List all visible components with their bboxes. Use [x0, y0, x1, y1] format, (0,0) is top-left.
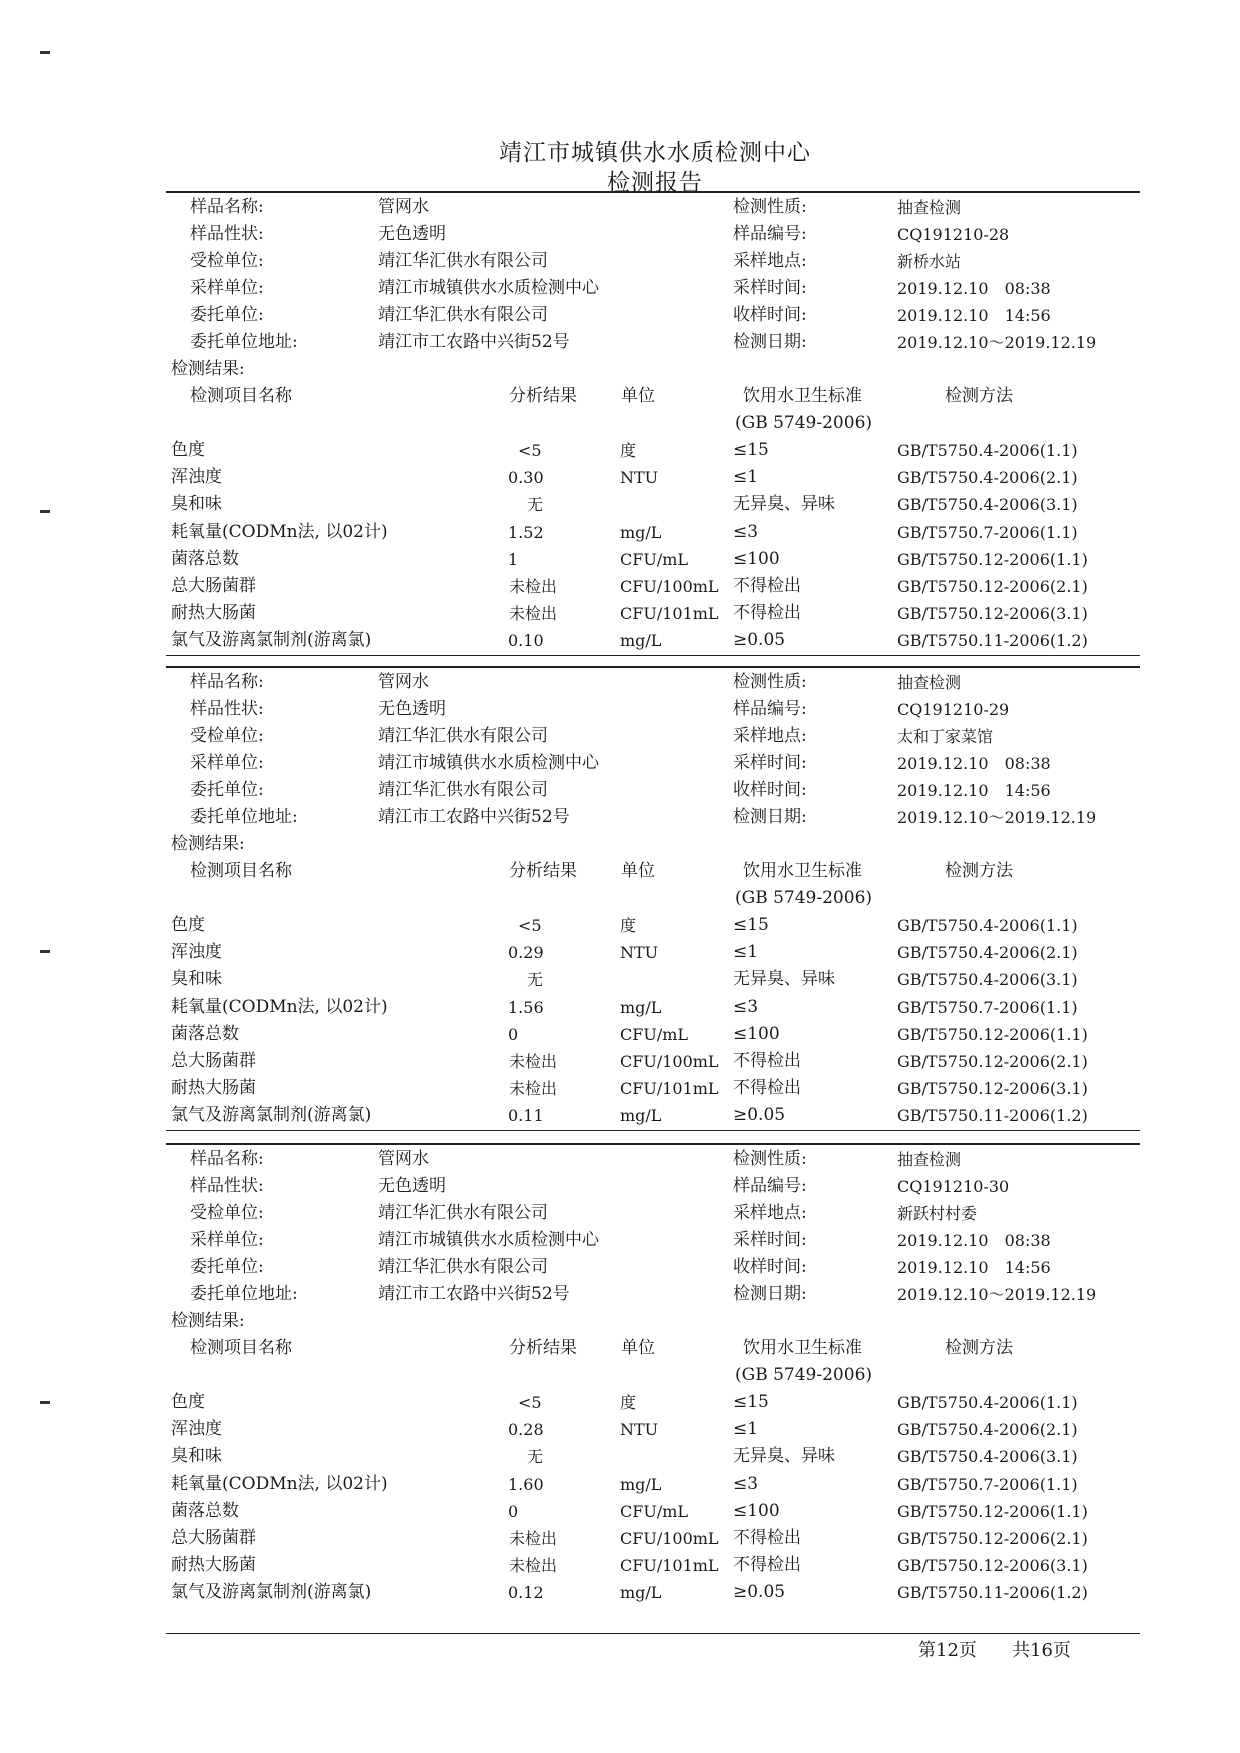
section-top-rule — [166, 191, 1140, 193]
row-unit: CFU/100mL — [620, 1529, 719, 1548]
info-label-inspection-type: 检测性质: — [733, 197, 807, 217]
row-result: <5 — [518, 916, 542, 935]
row-standard: 无异臭、异味 — [733, 1446, 835, 1467]
info-value-sampling-unit: 靖江市城镇供水水质检测中心 — [378, 753, 599, 773]
row-standard: 无异臭、异味 — [733, 969, 835, 990]
row-result: 无 — [527, 1447, 544, 1467]
info-label-sampling-unit: 采样单位: — [190, 1230, 264, 1250]
info-label-sample-state: 样品性状: — [190, 699, 264, 719]
row-method: GB/T5750.11-2006(1.2) — [897, 1583, 1088, 1603]
section-top-rule — [166, 1143, 1140, 1145]
scan-mark — [40, 1401, 50, 1404]
row-unit: mg/L — [620, 997, 662, 1017]
bottom-rule — [166, 1633, 1140, 1634]
row-standard: 不得检出 — [733, 1528, 801, 1548]
row-method: GB/T5750.7-2006(1.1) — [897, 1474, 1078, 1494]
row-method: GB/T5750.4-2006(3.1) — [897, 970, 1078, 990]
row-item: 菌落总数 — [171, 548, 239, 569]
info-value-inspected-unit: 靖江华汇供水有限公司 — [378, 1203, 548, 1223]
row-unit: CFU/100mL — [620, 577, 719, 596]
info-value-receiving-time: 2019.12.10 14:56 — [897, 306, 1051, 325]
row-standard: ≤15 — [733, 1392, 769, 1412]
row-standard: ≤100 — [733, 548, 780, 569]
row-item: 臭和味 — [171, 1446, 222, 1467]
row-item: 总大肠菌群 — [171, 576, 256, 596]
row-method: GB/T5750.11-2006(1.2) — [897, 1106, 1088, 1126]
col-header-method: 检测方法 — [945, 1338, 1013, 1358]
row-method: GB/T5750.12-2006(1.1) — [897, 1501, 1088, 1521]
info-label-test-date: 检测日期: — [733, 332, 807, 352]
info-label-receiving-time: 收样时间: — [733, 780, 807, 800]
info-value-client-unit: 靖江华汇供水有限公司 — [378, 780, 548, 800]
col-header-unit: 单位 — [621, 1338, 655, 1358]
row-unit: CFU/101mL — [620, 604, 719, 624]
row-standard: ≤1 — [733, 1419, 759, 1440]
info-label-client-unit: 委托单位: — [190, 780, 264, 800]
row-unit: NTU — [620, 943, 659, 963]
info-label-sampling-time: 采样时间: — [733, 1230, 807, 1250]
info-value-inspected-unit: 靖江华汇供水有限公司 — [378, 726, 548, 746]
results-heading: 检测结果: — [171, 834, 245, 854]
info-label-test-date: 检测日期: — [733, 1284, 807, 1304]
info-label-sample-no: 样品编号: — [733, 1176, 807, 1196]
row-method: GB/T5750.12-2006(3.1) — [897, 604, 1088, 624]
info-label-inspected-unit: 受检单位: — [190, 251, 264, 271]
row-result: 0 — [508, 1501, 519, 1521]
row-unit: mg/L — [620, 1474, 662, 1494]
row-standard: ≤15 — [733, 915, 769, 935]
info-value-sample-name: 管网水 — [378, 197, 429, 217]
row-method: GB/T5750.12-2006(3.1) — [897, 1556, 1088, 1576]
info-label-sample-name: 样品名称: — [190, 197, 264, 217]
info-value-sample-no: CQ191210-29 — [897, 700, 1010, 719]
info-label-inspection-type: 检测性质: — [733, 672, 807, 692]
row-result: <5 — [518, 1393, 542, 1412]
footer-page: 第12页 — [918, 1640, 977, 1661]
info-label-inspected-unit: 受检单位: — [190, 1203, 264, 1223]
col-header-standard-code: (GB 5749-2006) — [735, 1365, 873, 1385]
info-label-inspected-unit: 受检单位: — [190, 726, 264, 746]
row-result: 无 — [527, 970, 544, 990]
row-result: 未检出 — [509, 604, 558, 624]
report-title-org: 靖江市城镇供水水质检测中心 — [499, 140, 811, 166]
info-label-client-address: 委托单位地址: — [190, 807, 298, 827]
row-item: 菌落总数 — [171, 1023, 239, 1044]
row-result: 未检出 — [509, 1079, 558, 1099]
info-value-sampling-site: 太和丁家菜馆 — [897, 727, 994, 746]
info-value-client-address: 靖江市工农路中兴街52号 — [378, 332, 570, 352]
col-header-item: 检测项目名称 — [190, 1338, 292, 1358]
info-value-sample-name: 管网水 — [378, 1149, 429, 1169]
row-unit: NTU — [620, 1420, 659, 1440]
row-standard: 不得检出 — [733, 603, 801, 624]
col-header-standard: 饮用水卫生标准 — [743, 861, 862, 881]
info-value-inspection-type: 抽查检测 — [897, 673, 962, 692]
row-standard: ≤100 — [733, 1023, 780, 1044]
info-value-receiving-time: 2019.12.10 14:56 — [897, 1258, 1051, 1277]
info-label-sample-no: 样品编号: — [733, 699, 807, 719]
section-bottom-rule — [166, 655, 1140, 656]
info-label-client-address: 委托单位地址: — [190, 332, 298, 352]
info-value-client-address: 靖江市工农路中兴街52号 — [378, 807, 570, 827]
col-header-standard-code: (GB 5749-2006) — [735, 888, 873, 908]
info-label-sampling-site: 采样地点: — [733, 251, 807, 271]
info-label-sampling-time: 采样时间: — [733, 278, 807, 298]
row-method: GB/T5750.4-2006(1.1) — [897, 441, 1078, 460]
row-item: 臭和味 — [171, 494, 222, 515]
row-unit: 度 — [620, 1393, 637, 1412]
row-item: 氯气及游离氯制剂(游离氯) — [171, 1105, 372, 1126]
row-method: GB/T5750.4-2006(3.1) — [897, 495, 1078, 515]
row-item: 氯气及游离氯制剂(游离氯) — [171, 630, 372, 651]
footer-total: 共16页 — [1012, 1640, 1071, 1661]
row-item: 菌落总数 — [171, 1500, 239, 1521]
row-unit: 度 — [620, 916, 637, 935]
row-standard: 无异臭、异味 — [733, 494, 835, 515]
info-value-sample-state: 无色透明 — [378, 699, 446, 719]
col-header-unit: 单位 — [621, 386, 655, 406]
results-heading: 检测结果: — [171, 359, 245, 379]
col-header-item: 检测项目名称 — [190, 861, 292, 881]
row-method: GB/T5750.4-2006(2.1) — [897, 1420, 1078, 1440]
col-header-result: 分析结果 — [509, 1338, 577, 1358]
col-header-unit: 单位 — [621, 861, 655, 881]
col-header-standard: 饮用水卫生标准 — [743, 386, 862, 406]
info-label-client-unit: 委托单位: — [190, 305, 264, 325]
info-label-receiving-time: 收样时间: — [733, 1257, 807, 1277]
row-unit: mg/L — [620, 1106, 662, 1126]
info-value-test-date: 2019.12.10～2019.12.19 — [897, 808, 1097, 827]
row-result: 0.28 — [508, 1420, 544, 1440]
section-top-rule — [166, 666, 1140, 668]
scan-mark — [40, 51, 50, 54]
info-label-test-date: 检测日期: — [733, 807, 807, 827]
info-label-sample-name: 样品名称: — [190, 672, 264, 692]
report-title: 检测报告 — [607, 170, 703, 196]
row-result: 0 — [508, 1024, 519, 1044]
row-unit: CFU/mL — [620, 1501, 689, 1521]
info-label-receiving-time: 收样时间: — [733, 305, 807, 325]
row-standard: 不得检出 — [733, 1078, 801, 1099]
row-result: 0.10 — [508, 631, 544, 651]
row-method: GB/T5750.12-2006(1.1) — [897, 549, 1088, 569]
row-result: 未检出 — [509, 1529, 558, 1548]
row-result: 0.29 — [508, 943, 544, 963]
info-label-sample-state: 样品性状: — [190, 1176, 264, 1196]
row-unit: mg/L — [620, 631, 662, 651]
row-standard: ≥0.05 — [733, 630, 786, 651]
info-label-sampling-unit: 采样单位: — [190, 753, 264, 773]
row-item: 色度 — [171, 1392, 205, 1412]
row-standard: 不得检出 — [733, 1051, 801, 1071]
row-item: 色度 — [171, 915, 205, 935]
info-value-test-date: 2019.12.10～2019.12.19 — [897, 333, 1097, 352]
row-standard: ≤3 — [733, 996, 759, 1017]
row-method: GB/T5750.11-2006(1.2) — [897, 631, 1088, 651]
info-value-inspected-unit: 靖江华汇供水有限公司 — [378, 251, 548, 271]
info-value-test-date: 2019.12.10～2019.12.19 — [897, 1285, 1097, 1304]
row-standard: ≤1 — [733, 467, 759, 488]
row-item: 色度 — [171, 440, 205, 460]
col-header-method: 检测方法 — [945, 861, 1013, 881]
row-standard: 不得检出 — [733, 576, 801, 596]
row-result: 0.12 — [508, 1583, 544, 1603]
row-unit: NTU — [620, 468, 659, 488]
row-method: GB/T5750.4-2006(1.1) — [897, 916, 1078, 935]
row-item: 耗氧量(CODMn法, 以02计) — [171, 996, 388, 1017]
info-value-inspection-type: 抽查检测 — [897, 1150, 962, 1169]
row-item: 氯气及游离氯制剂(游离氯) — [171, 1582, 372, 1603]
row-unit: CFU/100mL — [620, 1052, 719, 1071]
row-result: 0.11 — [508, 1106, 544, 1126]
col-header-method: 检测方法 — [945, 386, 1013, 406]
row-result: 未检出 — [509, 1052, 558, 1071]
row-result: 无 — [527, 495, 544, 515]
row-standard: ≥0.05 — [733, 1105, 786, 1126]
row-unit: mg/L — [620, 522, 662, 542]
row-unit: CFU/mL — [620, 1024, 689, 1044]
info-label-client-unit: 委托单位: — [190, 1257, 264, 1277]
col-header-result: 分析结果 — [509, 861, 577, 881]
info-label-inspection-type: 检测性质: — [733, 1149, 807, 1169]
info-value-sampling-unit: 靖江市城镇供水水质检测中心 — [378, 278, 599, 298]
scan-mark — [40, 510, 50, 513]
row-unit: mg/L — [620, 1583, 662, 1603]
row-standard: ≥0.05 — [733, 1582, 786, 1603]
row-item: 耗氧量(CODMn法, 以02计) — [171, 521, 388, 542]
row-result: <5 — [518, 441, 542, 460]
info-label-sampling-site: 采样地点: — [733, 1203, 807, 1223]
col-header-standard-code: (GB 5749-2006) — [735, 413, 873, 433]
info-value-sampling-site: 新跃村村委 — [897, 1204, 978, 1223]
row-item: 浑浊度 — [171, 942, 222, 963]
col-header-result: 分析结果 — [509, 386, 577, 406]
row-result: 1.60 — [508, 1474, 544, 1494]
info-value-client-address: 靖江市工农路中兴街52号 — [378, 1284, 570, 1304]
info-label-sampling-site: 采样地点: — [733, 726, 807, 746]
scan-mark — [40, 950, 50, 953]
info-value-sample-name: 管网水 — [378, 672, 429, 692]
row-method: GB/T5750.12-2006(2.1) — [897, 1052, 1088, 1071]
row-result: 1.56 — [508, 997, 544, 1017]
row-method: GB/T5750.12-2006(3.1) — [897, 1079, 1088, 1099]
info-label-sampling-time: 采样时间: — [733, 753, 807, 773]
row-result: 未检出 — [509, 577, 558, 596]
section-bottom-rule — [166, 1130, 1140, 1131]
row-result: 1.52 — [508, 522, 544, 542]
row-unit: 度 — [620, 441, 637, 460]
info-value-sampling-time: 2019.12.10 08:38 — [897, 1231, 1051, 1250]
row-item: 臭和味 — [171, 969, 222, 990]
row-unit: CFU/mL — [620, 549, 689, 569]
info-label-sample-name: 样品名称: — [190, 1149, 264, 1169]
info-label-sample-no: 样品编号: — [733, 224, 807, 244]
info-label-sampling-unit: 采样单位: — [190, 278, 264, 298]
row-standard: ≤100 — [733, 1500, 780, 1521]
row-item: 浑浊度 — [171, 1419, 222, 1440]
info-value-sample-state: 无色透明 — [378, 224, 446, 244]
row-item: 总大肠菌群 — [171, 1528, 256, 1548]
info-value-sampling-time: 2019.12.10 08:38 — [897, 279, 1051, 298]
row-method: GB/T5750.7-2006(1.1) — [897, 997, 1078, 1017]
row-method: GB/T5750.4-2006(2.1) — [897, 468, 1078, 488]
row-item: 耐热大肠菌 — [171, 1078, 256, 1099]
info-value-sampling-time: 2019.12.10 08:38 — [897, 754, 1051, 773]
col-header-item: 检测项目名称 — [190, 386, 292, 406]
row-standard: ≤3 — [733, 1473, 759, 1494]
row-method: GB/T5750.4-2006(3.1) — [897, 1447, 1078, 1467]
results-heading: 检测结果: — [171, 1311, 245, 1331]
info-value-sample-no: CQ191210-28 — [897, 225, 1010, 244]
row-item: 耐热大肠菌 — [171, 1555, 256, 1576]
row-method: GB/T5750.12-2006(2.1) — [897, 577, 1088, 596]
row-method: GB/T5750.7-2006(1.1) — [897, 522, 1078, 542]
info-label-sample-state: 样品性状: — [190, 224, 264, 244]
row-method: GB/T5750.12-2006(1.1) — [897, 1024, 1088, 1044]
row-method: GB/T5750.12-2006(2.1) — [897, 1529, 1088, 1548]
info-value-sample-no: CQ191210-30 — [897, 1177, 1010, 1196]
info-value-receiving-time: 2019.12.10 14:56 — [897, 781, 1051, 800]
row-unit: CFU/101mL — [620, 1079, 719, 1099]
row-item: 耐热大肠菌 — [171, 603, 256, 624]
row-item: 耗氧量(CODMn法, 以02计) — [171, 1473, 388, 1494]
info-value-sampling-unit: 靖江市城镇供水水质检测中心 — [378, 1230, 599, 1250]
row-standard: ≤15 — [733, 440, 769, 460]
info-value-sample-state: 无色透明 — [378, 1176, 446, 1196]
info-value-inspection-type: 抽查检测 — [897, 198, 962, 217]
row-standard: ≤3 — [733, 521, 759, 542]
row-item: 浑浊度 — [171, 467, 222, 488]
row-standard: ≤1 — [733, 942, 759, 963]
row-method: GB/T5750.4-2006(1.1) — [897, 1393, 1078, 1412]
row-item: 总大肠菌群 — [171, 1051, 256, 1071]
info-value-client-unit: 靖江华汇供水有限公司 — [378, 305, 548, 325]
row-result: 未检出 — [509, 1556, 558, 1576]
row-method: GB/T5750.4-2006(2.1) — [897, 943, 1078, 963]
row-standard: 不得检出 — [733, 1555, 801, 1576]
row-result: 1 — [508, 549, 519, 569]
row-unit: CFU/101mL — [620, 1556, 719, 1576]
row-result: 0.30 — [508, 468, 544, 488]
info-label-client-address: 委托单位地址: — [190, 1284, 298, 1304]
info-value-sampling-site: 新桥水站 — [897, 252, 962, 271]
col-header-standard: 饮用水卫生标准 — [743, 1338, 862, 1358]
info-value-client-unit: 靖江华汇供水有限公司 — [378, 1257, 548, 1277]
